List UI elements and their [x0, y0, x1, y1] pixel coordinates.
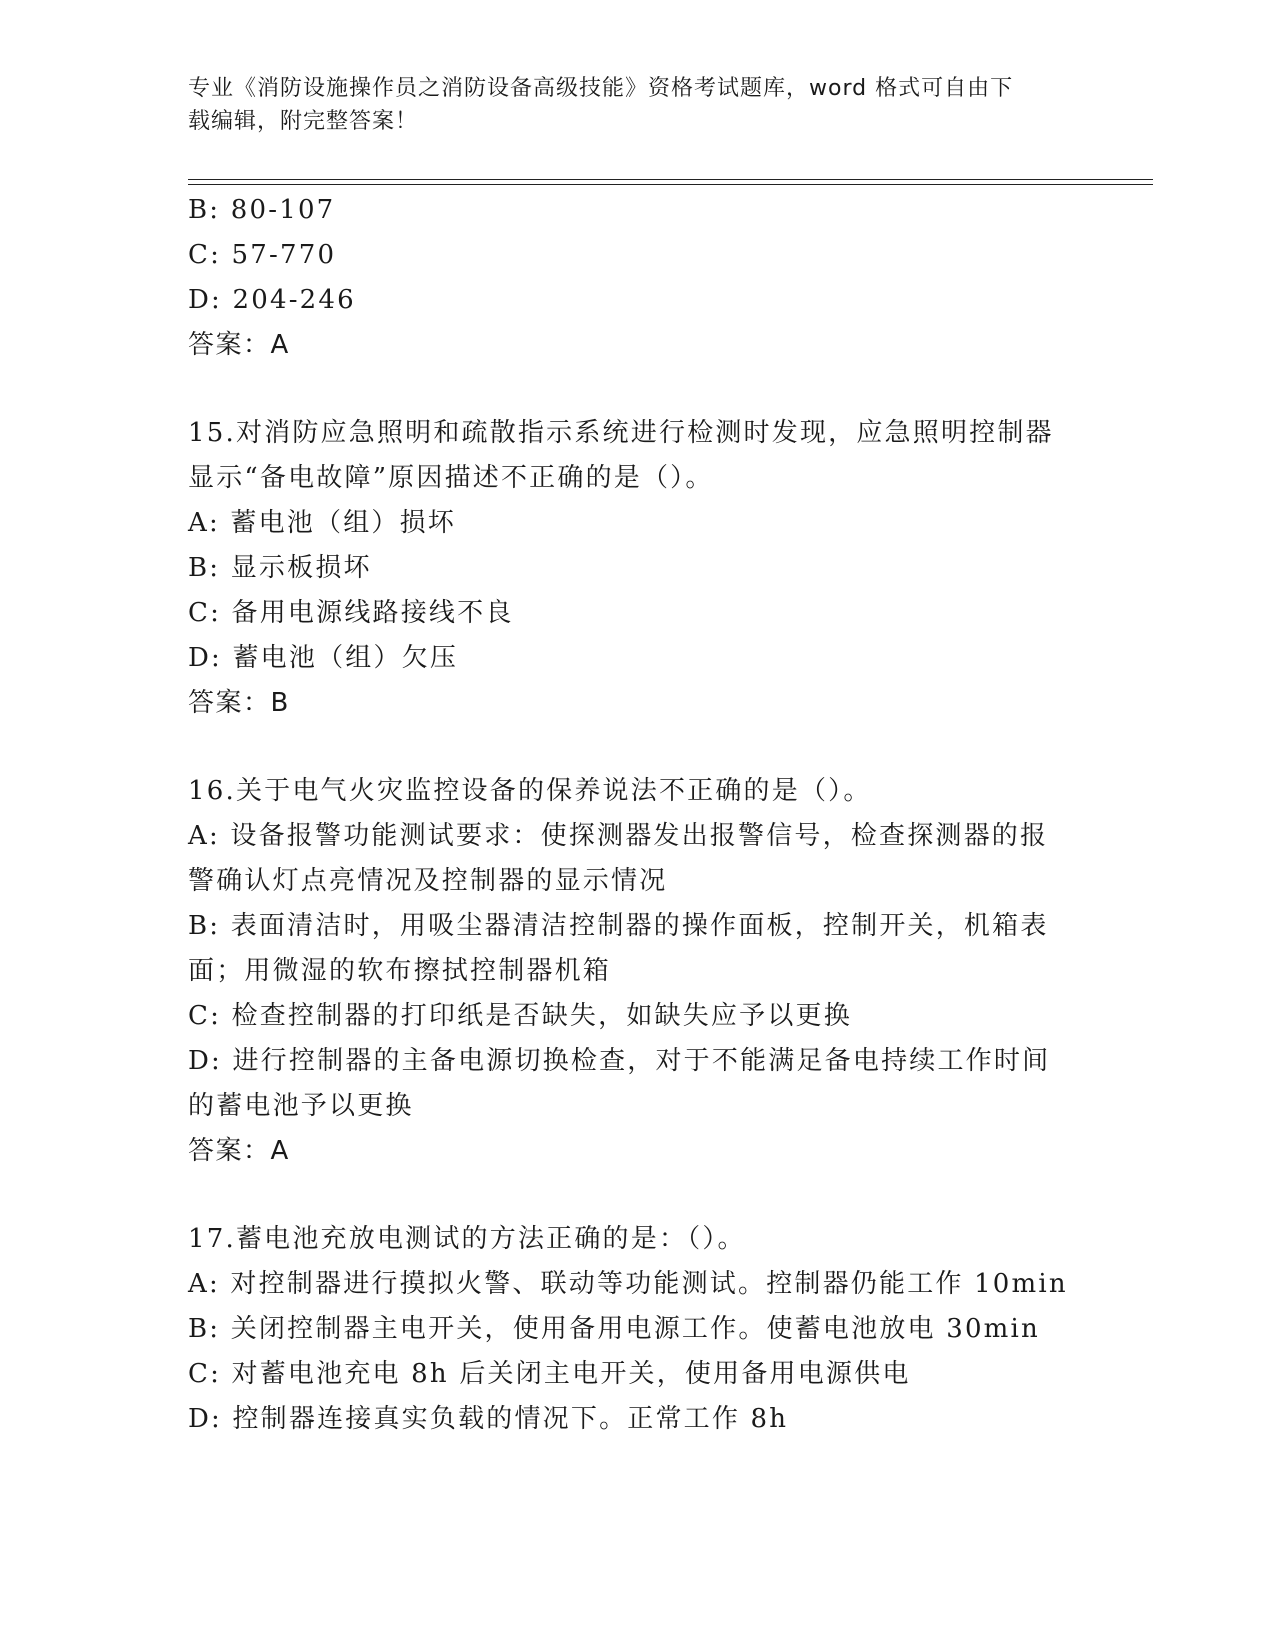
- q17-option-a: A: 对控制器进行摸拟火警、联动等功能测试。控制器仍能工作 10min: [188, 1269, 1068, 1299]
- header-divider-top: [188, 179, 1153, 180]
- q15-answer: 答案：B: [188, 688, 290, 718]
- header-divider-bottom: [188, 184, 1153, 185]
- q15-option-a: A: 蓄电池（组）损坏: [188, 508, 457, 538]
- q15-option-d: D: 蓄电池（组）欠压: [188, 643, 459, 673]
- q15-stem-line-2: 显示“备电故障”原因描述不正确的是（）。: [188, 463, 714, 493]
- q17-stem: 17.蓄电池充放电测试的方法正确的是：（）。: [188, 1224, 746, 1254]
- q17-option-c: C: 对蓄电池充电 8h 后关闭主电开关，使用备用电源供电: [188, 1359, 911, 1389]
- q16-answer: 答案：A: [188, 1136, 290, 1166]
- q15-option-b: B: 显示板损坏: [188, 553, 372, 583]
- q14-option-c: C: 57-770: [188, 240, 337, 270]
- q15-stem-line-1: 15.对消防应急照明和疏散指示系统进行检测时发现，应急照明控制器: [188, 418, 1054, 448]
- q14-answer: 答案：A: [188, 330, 290, 360]
- q15-option-c: C: 备用电源线路接线不良: [188, 598, 514, 628]
- q16-option-d-line-2: 的蓄电池予以更换: [188, 1091, 414, 1121]
- q16-option-a-line-2: 警确认灯点亮情况及控制器的显示情况: [188, 866, 668, 896]
- q17-option-b: B: 关闭控制器主电开关，使用备用电源工作。使蓄电池放电 30min: [188, 1314, 1040, 1344]
- q16-stem: 16.关于电气火灾监控设备的保养说法不正确的是（）。: [188, 776, 872, 806]
- q16-option-d-line-1: D: 进行控制器的主备电源切换检查，对于不能满足备电持续工作时间: [188, 1046, 1051, 1076]
- header-line-1: 专业《消防设施操作员之消防设备高级技能》资格考试题库，word 格式可自由下: [188, 76, 1014, 101]
- q17-option-d: D: 控制器连接真实负载的情况下。正常工作 8h: [188, 1404, 789, 1434]
- document-header: [188, 72, 1068, 138]
- q16-option-b-line-1: B: 表面清洁时，用吸尘器清洁控制器的操作面板，控制开关，机箱表: [188, 911, 1049, 941]
- q14-option-b: B: 80-107: [188, 195, 336, 225]
- q16-option-a-line-1: A: 设备报警功能测试要求：使探测器发出报警信号，检查探测器的报: [188, 821, 1049, 851]
- q16-option-c: C: 检查控制器的打印纸是否缺失，如缺失应予以更换: [188, 1001, 852, 1031]
- header-line-2: 载编辑，附完整答案！: [188, 109, 419, 134]
- q16-option-b-line-2: 面；用微湿的软布擦拭控制器机箱: [188, 956, 612, 986]
- q14-option-d: D: 204-246: [188, 285, 356, 315]
